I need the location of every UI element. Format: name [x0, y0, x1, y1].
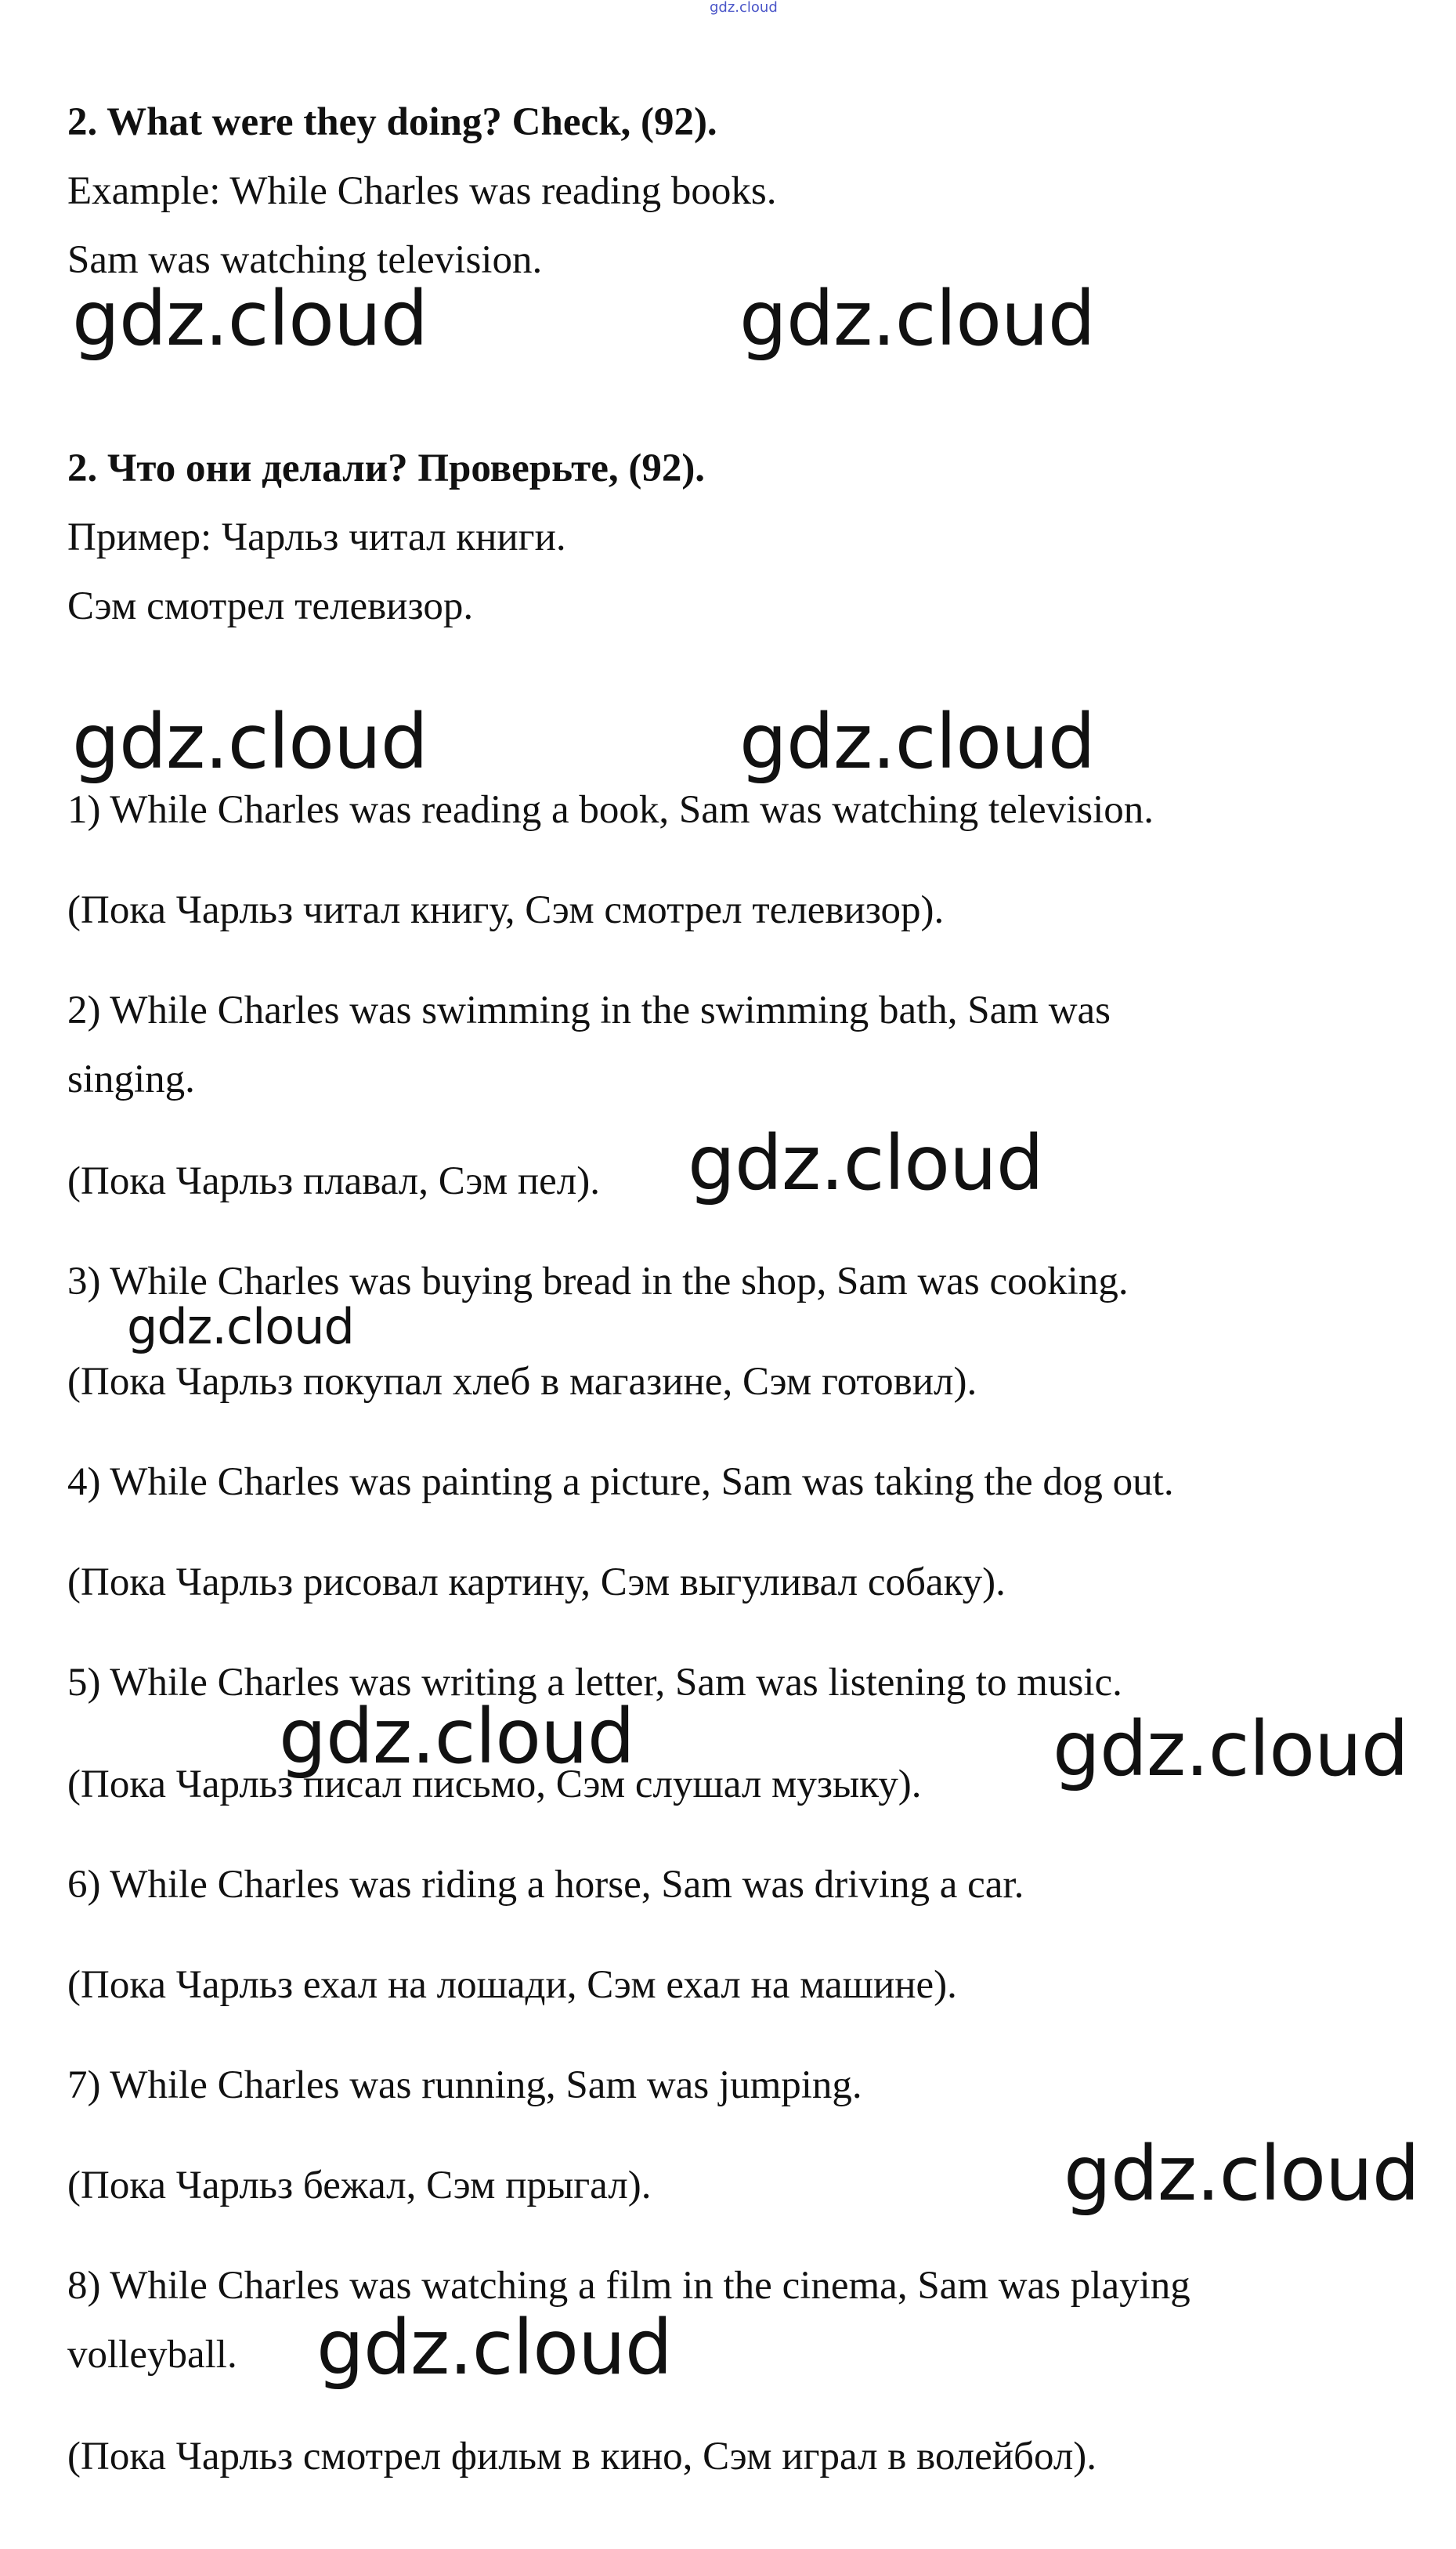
exercise-title-ru: 2. Что они делали? Проверьте, (92). — [67, 447, 706, 490]
watermark-3: gdz.cloud — [72, 698, 428, 786]
answer-6-en: 6) While Charles was riding a horse, Sam was driving a car. — [67, 1863, 1024, 1907]
header-watermark: gdz.cloud — [710, 0, 778, 16]
answer-5-ru: (Пока Чарльз писал письмо, Сэм слушал музыку). — [67, 1763, 922, 1806]
answer-2-en-line-2: singing. — [67, 1058, 195, 1101]
answer-8-en-line-1: 8) While Charles was watching a film in the cinema, Sam was playing — [67, 2264, 1190, 2308]
watermark-5: gdz.cloud — [688, 1119, 1043, 1207]
watermark-10: gdz.cloud — [316, 2304, 672, 2392]
answer-7-en: 7) While Charles was running, Sam was jumping. — [67, 2063, 862, 2107]
example-ru-line-1: Пример: Чарльз читал книги. — [67, 515, 566, 559]
watermark-6: gdz.cloud — [127, 1298, 354, 1355]
answer-5-en: 5) While Charles was writing a letter, Sam was listening to music. — [67, 1661, 1122, 1705]
answer-7-ru: (Пока Чарльз бежал, Сэм прыгал). — [67, 2164, 652, 2207]
watermark-4: gdz.cloud — [739, 698, 1095, 786]
answer-1-en: 1) While Charles was reading a book, Sam was watching television. — [67, 788, 1154, 832]
answer-8-ru: (Пока Чарльз смотрел фильм в кино, Сэм играл в волейбол). — [67, 2435, 1097, 2478]
watermark-9: gdz.cloud — [1064, 2130, 1419, 2218]
answer-3-en: 3) While Charles was buying bread in the shop, Sam was cooking. — [67, 1260, 1129, 1303]
watermark-8: gdz.cloud — [1053, 1705, 1408, 1793]
answer-4-en: 4) While Charles was painting a picture, Sam was taking the dog out. — [67, 1460, 1174, 1504]
example-ru-line-2: Сэм смотрел телевизор. — [67, 584, 474, 628]
answer-6-ru: (Пока Чарльз ехал на лошади, Сэм ехал на машине). — [67, 1963, 957, 2007]
answer-2-ru: (Пока Чарльз плавал, Сэм пел). — [67, 1159, 600, 1203]
answer-4-ru: (Пока Чарльз рисовал картину, Сэм выгуливал собаку). — [67, 1560, 1006, 1604]
answer-3-ru: (Пока Чарльз покупал хлеб в магазине, Сэм готовил). — [67, 1360, 977, 1404]
answer-1-ru: (Пока Чарльз читал книгу, Сэм смотрел телевизор). — [67, 888, 945, 932]
watermark-2: gdz.cloud — [739, 275, 1095, 363]
example-en-line-1: Example: While Charles was reading books. — [67, 169, 777, 213]
watermark-7: gdz.cloud — [279, 1693, 634, 1781]
exercise-title-en: 2. What were they doing? Check, (92). — [67, 100, 717, 144]
example-en-line-2: Sam was watching television. — [67, 238, 543, 282]
answer-8-en-line-2: volleyball. — [67, 2333, 237, 2377]
watermark-1: gdz.cloud — [72, 275, 428, 363]
answer-2-en-line-1: 2) While Charles was swimming in the swimming bath, Sam was — [67, 989, 1111, 1032]
